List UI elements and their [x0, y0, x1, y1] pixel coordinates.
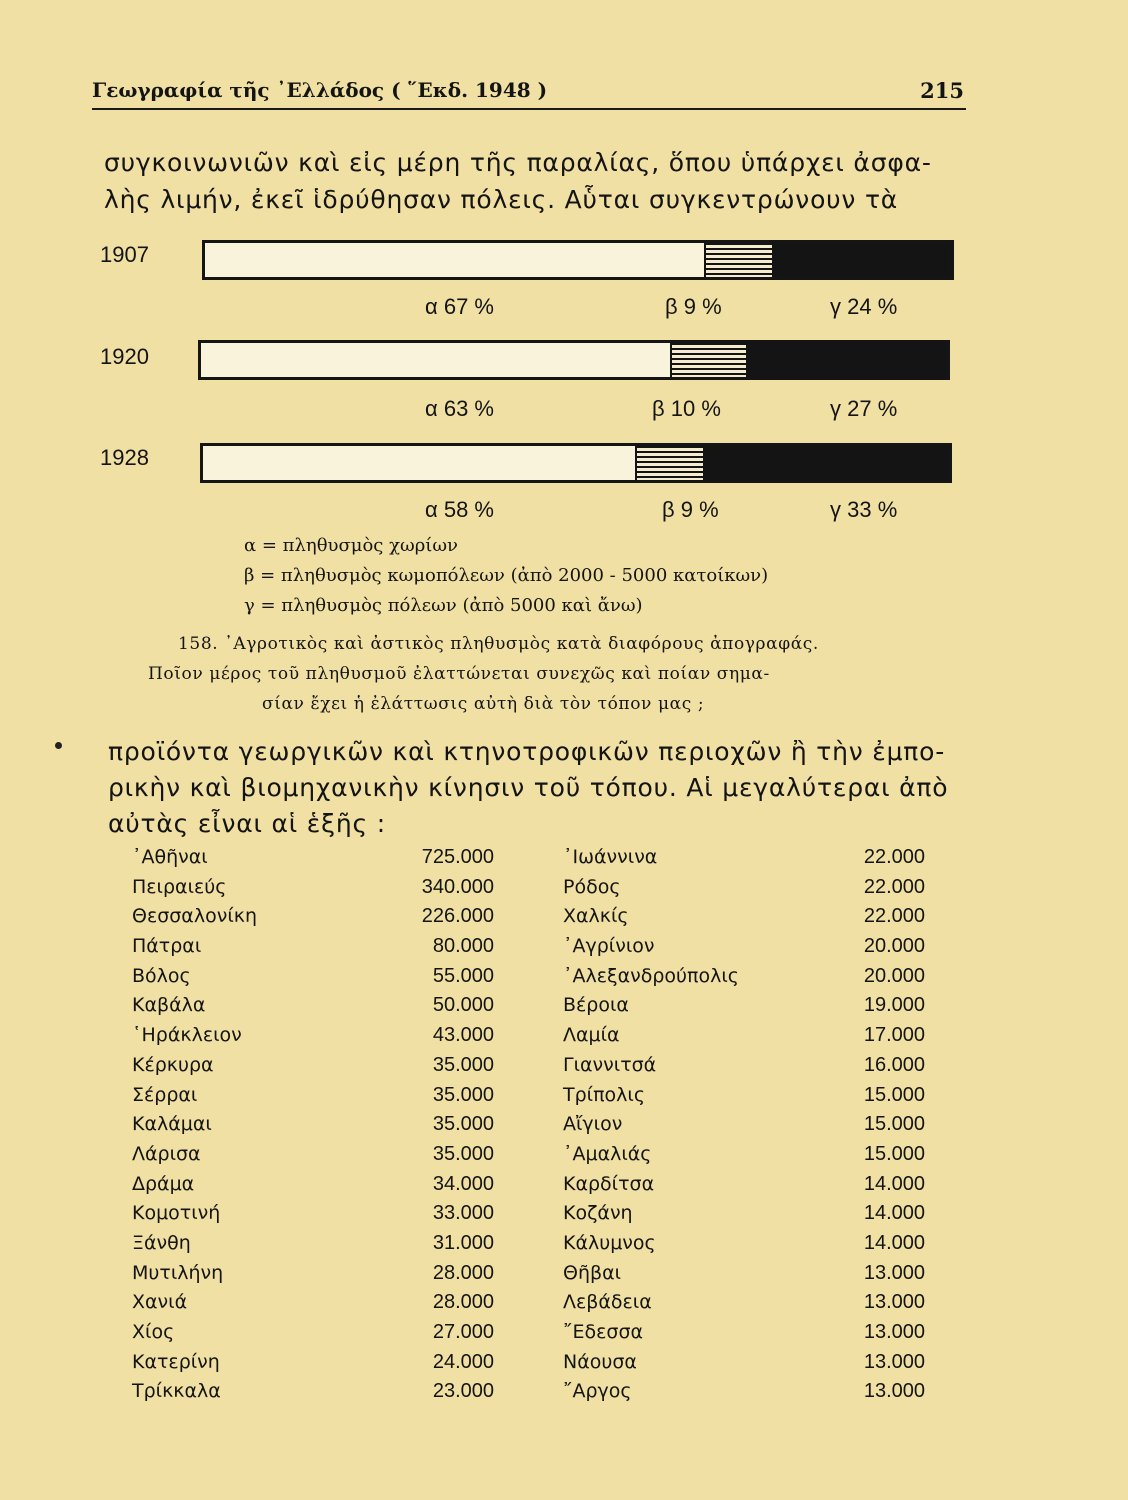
bar-1920-segment-c [746, 343, 947, 377]
city-row [563, 1143, 925, 1173]
bar-1907-segment-a [205, 243, 704, 277]
city-name: Θῆβαι [563, 1261, 622, 1284]
city-population: 20.000 [863, 935, 925, 958]
label-1907-b: β 9 % [665, 294, 722, 319]
city-population: 340.000 [421, 875, 494, 898]
city-row [132, 905, 494, 935]
city-row [132, 1084, 494, 1114]
city-population: 13.000 [863, 1350, 925, 1373]
running-header [92, 78, 966, 110]
city-row [563, 935, 925, 965]
city-name: ᾽Ιωάννινα [563, 846, 658, 868]
city-list-left [132, 846, 494, 1410]
city-name: ῎Αργος [563, 1380, 632, 1403]
city-name: Κέρκυρα [132, 1053, 214, 1076]
bar-1907-segment-c [772, 243, 951, 277]
legend-beta: β = πληθυσμὸς κωμοπόλεων (ἀπὸ 2000 - 5000 κατοίκων) [244, 565, 769, 586]
city-row [563, 905, 925, 935]
city-name: Ξάνθη [132, 1231, 191, 1254]
bar-1920-segment-a [201, 343, 670, 377]
city-name: Πειραιεύς [132, 875, 227, 898]
city-name: Γιαννιτσά [563, 1053, 657, 1076]
city-population: 19.000 [863, 994, 925, 1017]
city-population: 23.000 [432, 1380, 494, 1403]
city-row [132, 1321, 494, 1351]
body-line-2: ρικὴν καὶ βιομηχανικὴν κίνησιν τοῦ τόπου. Αἱ μεγαλύτεραι ἀπὸ [108, 773, 949, 802]
city-name: Λεβάδεια [563, 1291, 652, 1314]
city-population: 13.000 [863, 1291, 925, 1314]
city-population: 725.000 [421, 846, 494, 868]
city-row [132, 1024, 494, 1054]
city-name: ῾Ηράκλειον [132, 1024, 242, 1047]
city-name: Τρίπολις [563, 1083, 645, 1106]
legend-gamma: γ = πληθυσμὸς πόλεων (ἀπὸ 5000 καὶ ἄνω) [244, 595, 643, 616]
city-name: ᾽Αγρίνιον [563, 935, 655, 958]
label-1928-a: α 58 % [425, 497, 494, 522]
city-population: 33.000 [432, 1202, 494, 1225]
city-name: Θεσσαλονίκη [132, 905, 257, 928]
city-population: 55.000 [432, 964, 494, 987]
label-1920-a: α 63 % [425, 396, 494, 421]
city-name: Χανιά [132, 1291, 188, 1314]
city-population: 22.000 [863, 846, 925, 868]
bar-1928-segment-a [203, 446, 635, 480]
city-name: Σέρραι [132, 1083, 198, 1106]
city-population: 24.000 [432, 1350, 494, 1373]
city-row [563, 1054, 925, 1084]
city-population: 15.000 [863, 1142, 925, 1165]
city-row [132, 876, 494, 906]
city-population: 22.000 [863, 875, 925, 898]
bar-1920-segment-b [670, 343, 746, 377]
label-1907-a: α 67 % [425, 294, 494, 319]
city-population: 22.000 [863, 905, 925, 928]
city-name: ῎Εδεσσα [563, 1321, 644, 1343]
city-row [563, 1232, 925, 1262]
figure-caption-line-1: 158. ᾽Αγροτικὸς καὶ ἀστικὸς πληθυσμὸς κατὰ διαφόρους ἀπογραφάς. [178, 634, 819, 654]
city-row [132, 1173, 494, 1203]
city-list-right [563, 846, 925, 1410]
city-population: 35.000 [432, 1053, 494, 1076]
city-name: Ρόδος [563, 875, 621, 898]
city-population: 16.000 [863, 1053, 925, 1076]
city-row [132, 1143, 494, 1173]
city-population: 31.000 [432, 1231, 494, 1254]
city-row [563, 994, 925, 1024]
city-population: 34.000 [432, 1172, 494, 1195]
city-population: 13.000 [863, 1261, 925, 1284]
city-row [563, 1024, 925, 1054]
city-name: Κοζάνη [563, 1202, 633, 1225]
city-row [563, 1113, 925, 1143]
body-line-1: προϊόντα γεωργικῶν καὶ κτηνοτροφικῶν περιοχῶν ἢ τὴν ἐμπο- [108, 737, 946, 766]
city-name: Κομοτινή [132, 1202, 221, 1225]
city-population: 35.000 [432, 1142, 494, 1165]
city-population: 35.000 [432, 1113, 494, 1136]
city-row [563, 1202, 925, 1232]
city-population: 13.000 [863, 1321, 925, 1343]
city-row [563, 1291, 925, 1321]
city-row [132, 1232, 494, 1262]
city-row [132, 1262, 494, 1292]
label-1928-c: γ 33 % [830, 497, 898, 522]
city-name: Αἴγιον [563, 1113, 623, 1136]
city-row [563, 1351, 925, 1381]
city-name: Καβάλα [132, 994, 206, 1017]
city-name: Λάρισα [132, 1142, 201, 1165]
city-population: 14.000 [863, 1202, 925, 1225]
city-name: Λαμία [563, 1024, 620, 1047]
city-name: Κατερίνη [132, 1350, 220, 1373]
city-population: 17.000 [863, 1024, 925, 1047]
city-row [132, 965, 494, 995]
figure-caption-line-2: Ποῖον μέρος τοῦ πληθυσμοῦ ἐλαττώνεται συνεχῶς καὶ ποίαν σημα- [148, 664, 770, 684]
bar-1928-segment-b [635, 446, 704, 480]
city-name: Κάλυμνος [563, 1231, 656, 1254]
label-1920-b: β 10 % [652, 396, 721, 421]
city-name: Καρδίτσα [563, 1172, 655, 1195]
intro-line-1: συγκοινωνιῶν καὶ εἰς μέρη τῆς παραλίας, ὅπου ὑπάρχει ἀσφα- [104, 148, 932, 177]
city-name: Καλάμαι [132, 1113, 212, 1136]
city-row [563, 1321, 925, 1351]
city-population: 28.000 [432, 1291, 494, 1314]
city-row [563, 876, 925, 906]
bar-1928-segment-c [703, 446, 949, 480]
city-population: 50.000 [432, 994, 494, 1017]
legend-alpha: α = πληθυσμὸς χωρίων [244, 535, 458, 556]
city-name: Χίος [132, 1321, 175, 1343]
city-row [132, 1054, 494, 1084]
city-row [132, 1291, 494, 1321]
city-name: Μυτιλήνη [132, 1261, 224, 1284]
chart-year-1920: 1920 [100, 344, 149, 369]
city-population: 80.000 [432, 935, 494, 958]
city-name: Χαλκίς [563, 905, 629, 928]
city-population: 35.000 [432, 1083, 494, 1106]
city-row [132, 1380, 494, 1410]
chart-year-1928: 1928 [100, 445, 149, 470]
city-row [132, 1202, 494, 1232]
city-population: 20.000 [863, 964, 925, 987]
city-name: Τρίκκαλα [132, 1380, 221, 1403]
city-population: 28.000 [432, 1261, 494, 1284]
page-number: 215 [920, 78, 964, 103]
bar-1928 [200, 443, 952, 483]
city-row [563, 965, 925, 995]
city-name: ᾽Αθῆναι [132, 846, 208, 868]
city-row [563, 1173, 925, 1203]
city-name: Πάτραι [132, 935, 202, 958]
header-title: Γεωγραφία τῆς ᾽Ελλάδος ( ῞Εκδ. 1948 ) [92, 78, 548, 102]
city-population: 15.000 [863, 1113, 925, 1136]
city-row [132, 846, 494, 876]
city-row [132, 1113, 494, 1143]
city-population: 14.000 [863, 1231, 925, 1254]
intro-line-2: λὴς λιμήν, ἐκεῖ ἱδρύθησαν πόλεις. Αὗται συγκεντρώνουν τὰ [104, 185, 899, 214]
city-name: Νάουσα [563, 1350, 637, 1373]
city-row [563, 1380, 925, 1410]
figure-caption-line-3: σίαν ἔχει ἡ ἐλάττωσις αὐτὴ διὰ τὸν τόπον μας ; [262, 694, 705, 714]
city-row [563, 1262, 925, 1292]
label-1907-c: γ 24 % [830, 294, 898, 319]
label-1920-c: γ 27 % [830, 396, 898, 421]
city-name: ᾽Αμαλιάς [563, 1142, 652, 1165]
city-population: 226.000 [421, 905, 494, 928]
city-row [563, 846, 925, 876]
chart-year-1907: 1907 [100, 242, 149, 267]
city-name: Δράμα [132, 1172, 195, 1195]
city-population: 27.000 [432, 1321, 494, 1343]
label-1928-b: β 9 % [662, 497, 719, 522]
city-name: ᾽Αλεξανδρούπολις [563, 964, 739, 987]
bar-1920 [198, 340, 950, 380]
city-row [132, 935, 494, 965]
bar-1907-segment-b [704, 243, 773, 277]
margin-dot [55, 742, 62, 749]
city-row [563, 1084, 925, 1114]
city-row [132, 994, 494, 1024]
body-line-3: αὐτὰς εἶναι αἱ ἑξῆς : [108, 809, 386, 838]
city-population: 15.000 [863, 1083, 925, 1106]
city-population: 43.000 [432, 1024, 494, 1047]
city-population: 13.000 [863, 1380, 925, 1403]
city-name: Βόλος [132, 964, 191, 987]
city-population: 14.000 [863, 1172, 925, 1195]
bar-1907 [202, 240, 954, 280]
city-row [132, 1351, 494, 1381]
city-name: Βέροια [563, 994, 629, 1017]
